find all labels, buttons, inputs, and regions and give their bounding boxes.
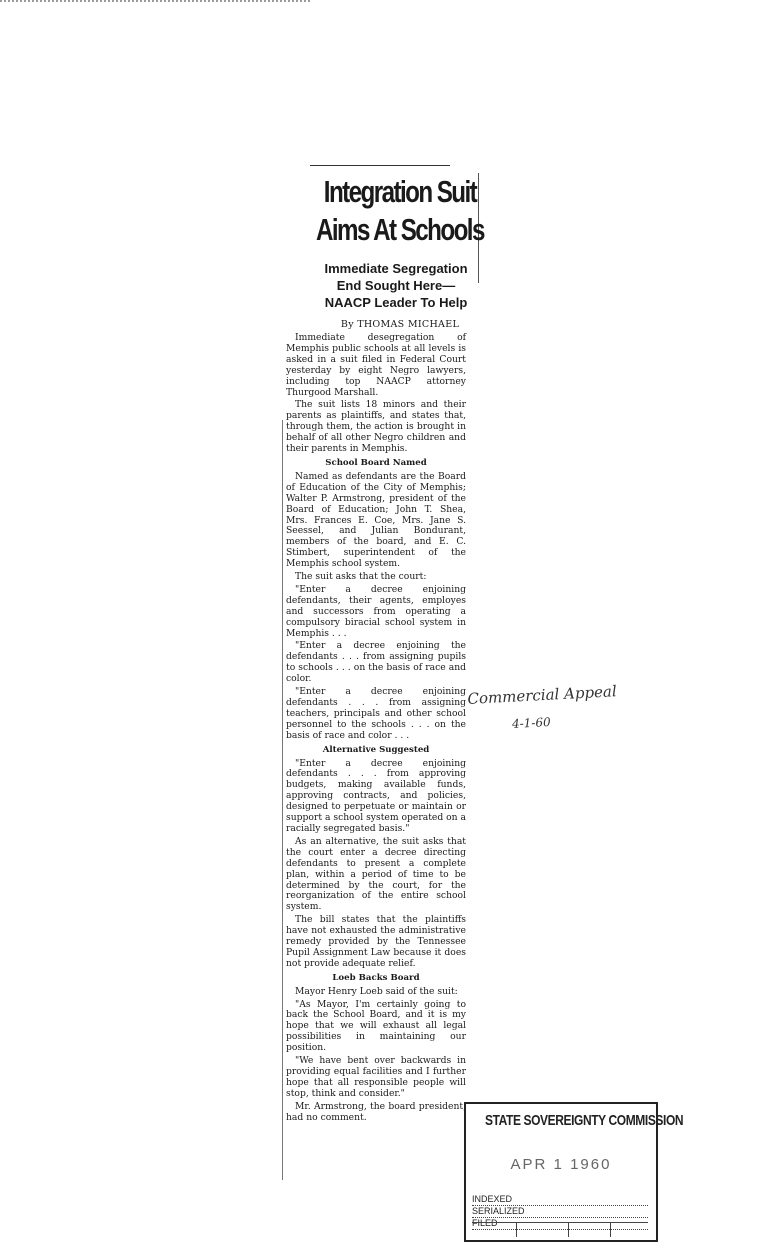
newspaper-clipping [278, 165, 484, 1185]
paragraph: Immediate desegregation of Memphis public schools at all levels is asked in a suit filed in Federal Court yesterday by eight Negro lawyers, including top NAACP attorney Thurgood Marshall. [286, 332, 466, 398]
clipping-left-edge [282, 420, 283, 1180]
paragraph: "Enter a decree enjoining the defendants . . . from assigning pupils to schools . . . on the basis of race and color. [286, 640, 466, 685]
article-body [286, 333, 466, 1126]
stamp-indexed-line: INDEXED [472, 1194, 648, 1206]
headline-line-2: Aims At Schools [316, 212, 484, 247]
stamp-filed-line: FILED [472, 1218, 648, 1230]
paragraph: "We have bent over backwards in providing equal facilities and I further hope that all responsible people will stop, think and consider." [286, 1055, 466, 1099]
paragraph: As an alternative, the suit asks that the court enter a decree directing defendants to present a complete plan, within a period of time to be determined by the court, for the reorganization of the entire school system. [286, 835, 466, 913]
stamp-box-divider [516, 1223, 517, 1237]
stamp-date: APR 1 1960 [510, 1156, 612, 1173]
paragraph: Named as defendants are the Board of Education of the City of Memphis; Walter P. Armstrong, president of the Board of Education; John T. Shea, Mrs. Frances E. Coe, Mrs. Jane S. Seessel, and Julian Bondurant, members of the board, and E. C. Stimbert, superintendent of the Memphis school system. [286, 470, 466, 570]
headline-line-1: Integration Suit [323, 174, 477, 209]
stamp-box-divider [610, 1223, 611, 1237]
paragraph: Mayor Henry Loeb said of the suit: [295, 985, 458, 997]
handwritten-source-note: Commercial Appeal [467, 682, 618, 708]
headline [316, 173, 484, 249]
stamp-serialized-line: SERIALIZED [472, 1206, 648, 1218]
subheadline: Immediate Segregation End Sought Here—NAACP Leader To Help [324, 261, 468, 310]
section-subheading: Alternative Suggested [322, 744, 430, 755]
clipping-top-rule [310, 165, 450, 166]
paragraph: The bill states that the plaintiffs have not exhausted the administrative remedy provided by the Tennessee Pupil Assignment Law because it does not provide adequate relief. [286, 914, 466, 969]
paragraph: "Enter a decree enjoining defendants . . . from approving budgets, making available funds, approving contracts, and policies, designed to perpetuate or maintain or support a school system operated on a racially segregated basis." [286, 757, 466, 834]
handwritten-date-note: 4-1-60 [511, 714, 551, 732]
commission-stamp [464, 1102, 684, 1242]
stamp-box-divider [568, 1223, 569, 1237]
section-subheading: Loeb Backs Board [332, 972, 420, 983]
stamp-footer-boxes [472, 1222, 648, 1237]
paragraph: "Enter a decree enjoining defendants . . . from assigning teachers, principals and other school personnel to the schools . . . on the basis of race and color . . . [286, 686, 466, 741]
paragraph: "Enter a decree enjoining defendants, their agents, employes and successors from operating a compulsory biracial school system in Memphis . . . [286, 583, 466, 639]
stamp-title: STATE SOVEREIGNTY COMMISSION [485, 1112, 684, 1129]
paragraph: "As Mayor, I'm certainly going to back the School Board, and it is my hope that we will exhaust all legal possibilities in maintaining our position. [286, 998, 466, 1054]
paragraph: The suit asks that the court: [295, 571, 427, 583]
top-dotted-border [0, 0, 310, 4]
byline: By THOMAS MICHAEL [340, 319, 460, 330]
section-subheading: School Board Named [325, 457, 427, 468]
paragraph: The suit lists 18 minors and their parents as plaintiffs, and states that, through them, the action is brought in behalf of all other Negro children and their parents in Memphis. [286, 399, 466, 455]
paragraph: Mr. Armstrong, the board president, had no comment. [286, 1100, 466, 1123]
